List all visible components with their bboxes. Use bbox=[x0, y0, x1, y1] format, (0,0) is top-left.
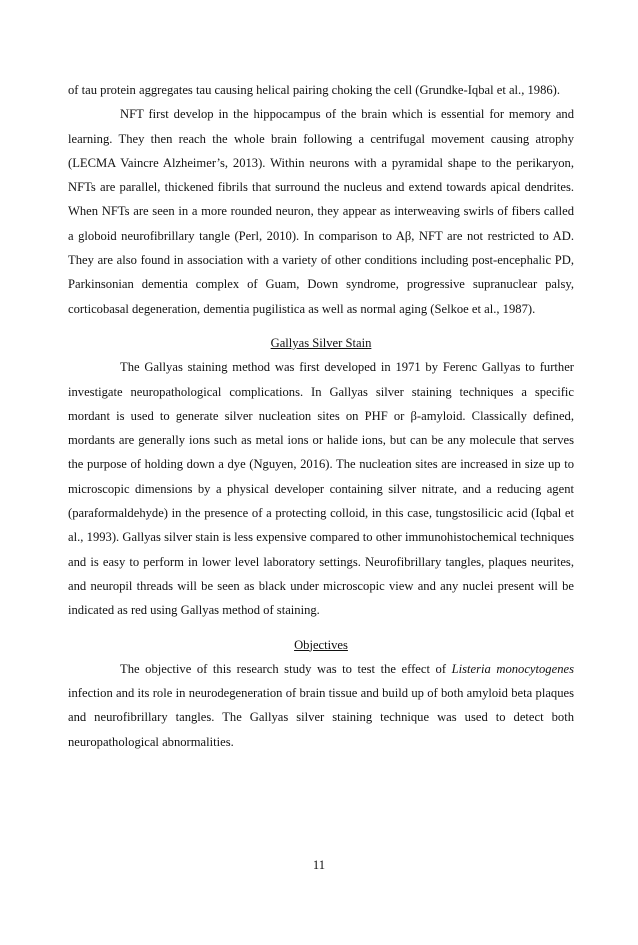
paragraph-gallyas: The Gallyas staining method was first developed in 1971 by Ferenc Gallyas to further investigate neuropathological complications. In Gallyas silver staining techniques a specific mordant is used to generate silver nucleation sites on PHF or β-amyloid. Classically defined, mordants are generally ions such as metal ions or halide ions, but can be any molecule that serves the purpose of holding down a dye (Nguyen, 2016). The nucleation sites are increased in size up to microscopic dimensions by a physical developer containing silver nitrate, and a reducing agent (paraformaldehyde) in the presence of a protecting colloid, in this case, tungstosilicic acid (Iqbal et al., 1993). Gallyas silver stain is less expensive compared to other immunohistochemical techniques and is easy to perform in lower level laboratory settings. Neurofibrillary tangles, plaques neurites, and neuropil threads will be seen as black under microscopic view and any nuclei present will be indicated as red using Gallyas method of staining. bbox=[68, 360, 574, 618]
paragraph-continued: of tau protein aggregates tau causing helical pairing choking the cell (Grundke-Iqbal et al., 1986). bbox=[68, 83, 561, 97]
paragraph-nft: NFT first develop in the hippocampus of the brain which is essential for memory and learning. They then reach the whole brain following a centrifugal movement causing atrophy (LECMA Vaincre Alzheimer’s, 2013). Within neurons with a pyramidal shape to the perikaryon, NFTs are parallel, thickened fibrils that surround the nucleus and extend towards apical dendrites. When NFTs are seen in a more rounded neuron, they appear as interweaving swirls of fibers called a globoid neurofibrillary tangle (Perl, 2010). In comparison to Aβ, NFT are not restricted to AD. They are also found in association with a variety of other conditions including post-encephalic PD, Parkinsonian dementia complex of Guam, Down syndrome, progressive supranuclear palsy, corticobasal degeneration, dementia pugilistica as well as normal aging (Selkoe et al., 1987). bbox=[68, 107, 574, 316]
page-number: 11 bbox=[312, 858, 326, 872]
species-name: Listeria monocytogenes bbox=[451, 661, 574, 676]
heading-gallyas-silver-stain: Gallyas Silver Stain bbox=[270, 335, 372, 350]
page-body bbox=[68, 78, 574, 754]
paragraph-objectives bbox=[68, 657, 574, 754]
objectives-text-after: infection and its role in neurodegeneration of brain tissue and build up of both amyloid beta plaques and neurofibrillary tangles. The Gallyas silver staining technique was used to detect both neuropathological abnormalities. bbox=[68, 686, 574, 749]
heading-objectives: Objectives bbox=[294, 637, 348, 652]
objectives-text-before: The objective of this research study was to test the effect of bbox=[120, 661, 452, 676]
